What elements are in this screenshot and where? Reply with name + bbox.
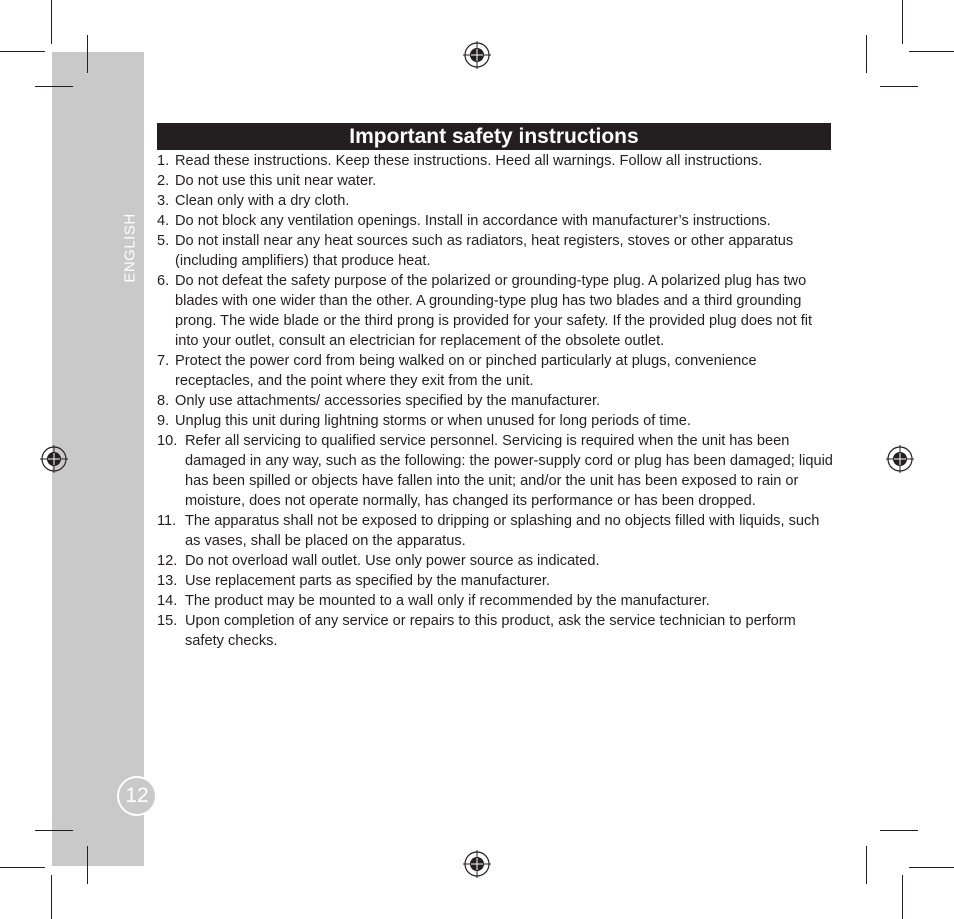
page-title: Important safety instructions bbox=[157, 123, 831, 150]
safety-instructions-list bbox=[157, 151, 833, 651]
crop-mark bbox=[51, 0, 52, 44]
crop-mark bbox=[0, 867, 45, 868]
registration-mark-icon bbox=[40, 445, 68, 473]
list-item: 7. Protect the power cord from being walked on or pinched particularly at plugs, convenience receptacles, and the point where they exit from the unit. bbox=[157, 353, 757, 389]
crop-mark bbox=[35, 86, 73, 87]
list-item: 15. Upon completion of any service or repairs to this product, ask the service technician to perform safety checks. bbox=[157, 613, 796, 649]
crop-mark bbox=[87, 846, 88, 884]
crop-mark bbox=[0, 51, 45, 52]
crop-mark bbox=[909, 867, 954, 868]
crop-mark bbox=[35, 830, 73, 831]
registration-mark-icon bbox=[463, 850, 491, 878]
registration-mark-icon bbox=[886, 445, 914, 473]
list-item: 3. Clean only with a dry cloth. bbox=[157, 193, 350, 209]
crop-mark bbox=[866, 35, 867, 73]
list-item: 2. Do not use this unit near water. bbox=[157, 173, 377, 189]
crop-mark bbox=[902, 0, 903, 44]
list-item: 14. The product may be mounted to a wall only if recommended by the manufacturer. bbox=[157, 593, 710, 609]
list-item: 5. Do not install near any heat sources such as radiators, heat registers, stoves or other apparatus (including amplifiers) that produce heat. bbox=[157, 233, 794, 269]
registration-mark-icon bbox=[463, 41, 491, 69]
list-item: 9. Unplug this unit during lightning storms or when unused for long periods of time. bbox=[157, 413, 691, 429]
crop-mark bbox=[902, 875, 903, 919]
crop-mark bbox=[51, 875, 52, 919]
page-number: 12 bbox=[117, 776, 157, 816]
list-item: 8. Only use attachments/ accessories specified by the manufacturer. bbox=[157, 393, 601, 409]
list-item: 6. Do not defeat the safety purpose of the polarized or grounding-type plug. A polarized plug has two blades with one wider than the other. A grounding-type plug has two blades and a third grounding prong. The wide blade or the third prong is provided for your safety. If the provided plug does not fit into your outlet, consult an electrician for replacement of the obsolete outlet. bbox=[157, 273, 813, 349]
crop-mark bbox=[880, 86, 918, 87]
crop-mark bbox=[87, 35, 88, 73]
list-item: 13. Use replacement parts as specified by the manufacturer. bbox=[157, 573, 551, 589]
crop-mark bbox=[880, 830, 918, 831]
list-item: 4. Do not block any ventilation openings. Install in accordance with manufacturer’s instructions. bbox=[157, 213, 771, 229]
language-label: ENGLISH bbox=[121, 213, 139, 283]
crop-mark bbox=[866, 846, 867, 884]
crop-mark bbox=[909, 51, 954, 52]
list-item: 12. Do not overload wall outlet. Use only power source as indicated. bbox=[157, 553, 600, 569]
list-item: 1. Read these instructions. Keep these instructions. Heed all warnings. Follow all instructions. bbox=[157, 153, 763, 169]
list-item: 10. Refer all servicing to qualified service personnel. Servicing is required when the unit has been damaged in any way, such as the following: the power-supply cord or plug has been damaged; liquid has been spilled or objects have fallen into the unit; and/or the unit has been exposed to rain or moisture, does not operate normally, has changed its performance or has been dropped. bbox=[157, 433, 833, 509]
list-item: 11. The apparatus shall not be exposed to dripping or splashing and no objects filled with liquids, such as vases, shall be placed on the apparatus. bbox=[157, 513, 820, 549]
